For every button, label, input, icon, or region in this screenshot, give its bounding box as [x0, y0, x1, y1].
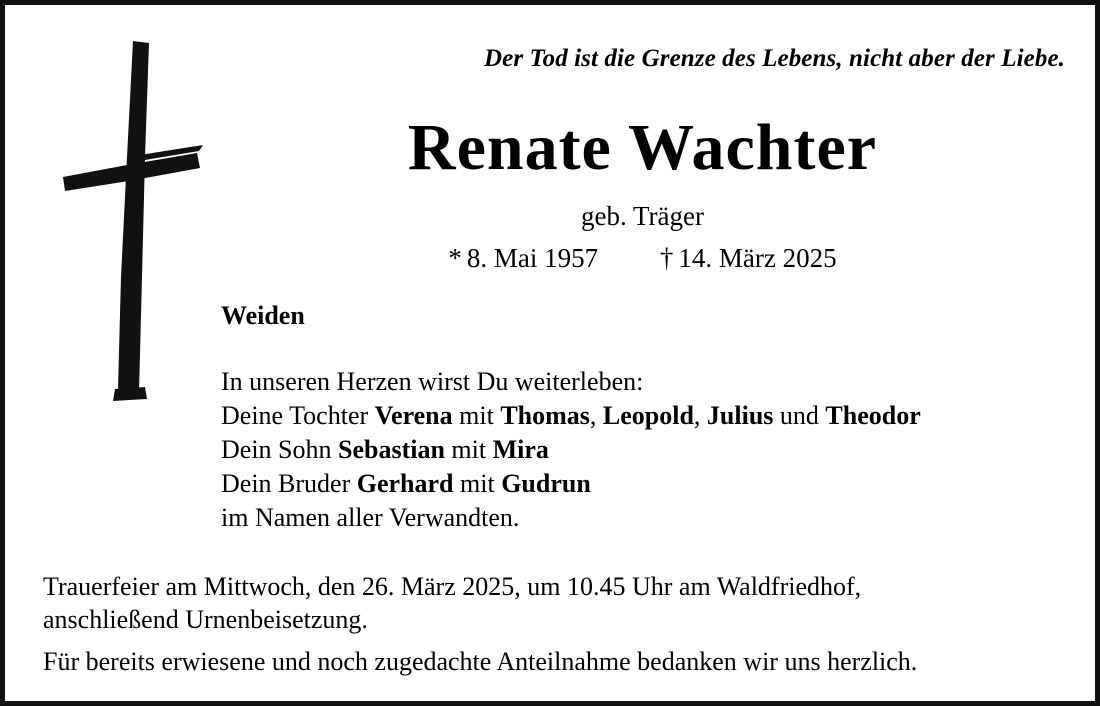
family-line-text: und	[773, 401, 826, 431]
service-line: Trauerfeier am Mittwoch, den 26. März 2025, um 10.45 Uhr am Waldfriedhof,	[43, 572, 862, 601]
family-closing: im Namen aller Verwandten.	[221, 503, 520, 533]
family-member-name: Verena	[374, 401, 453, 431]
family-line	[221, 467, 1021, 501]
family-member-name: Sebastian	[338, 435, 445, 465]
family-intro: In unseren Herzen wirst Du weiterleben:	[221, 367, 644, 396]
family-line-prefix: Dein Bruder	[221, 469, 357, 499]
deceased-name: Renate Wachter	[407, 111, 878, 184]
family-member-name: Leopold	[602, 401, 694, 431]
family-member-name: Julius	[706, 401, 774, 431]
family-member-name: Theodor	[825, 401, 921, 431]
family-line	[221, 433, 1021, 467]
family-line-prefix: Dein Sohn	[221, 435, 338, 465]
family-line-prefix: Deine Tochter	[221, 401, 375, 431]
maiden-name: geb. Träger	[581, 201, 704, 231]
cross-icon	[57, 37, 227, 407]
family-lines	[221, 399, 1021, 501]
service-line: anschließend Urnenbeisetzung.	[43, 605, 368, 635]
family-line-text: ,	[589, 401, 603, 431]
death-date-group	[660, 243, 837, 273]
family-line-text: mit	[453, 469, 502, 499]
place-name: Weiden	[221, 301, 305, 330]
family-line-text: ,	[693, 401, 707, 431]
death-symbol: †	[659, 243, 674, 273]
obituary-inner	[5, 5, 1095, 701]
family-line	[221, 399, 1021, 433]
family-member-name: Gerhard	[356, 469, 454, 499]
birth-date: 8. Mai 1957	[466, 243, 599, 273]
family-member-name: Thomas	[500, 401, 590, 431]
birth-date-group	[448, 243, 605, 273]
service-details	[43, 570, 1073, 637]
family-member-name: Gudrun	[501, 469, 591, 499]
family-line-text: mit	[452, 401, 501, 431]
family-block	[221, 365, 1021, 535]
life-dates	[220, 243, 1065, 274]
motto-text: Der Tod ist die Grenze des Lebens, nicht aber der Liebe.	[483, 45, 1065, 72]
birth-symbol: *	[448, 243, 462, 273]
thanks-text: Für bereits erwiesene und noch zugedachte Anteilnahme bedanken wir uns herzlich.	[43, 647, 918, 676]
family-member-name: Mira	[492, 435, 549, 465]
family-line-text: mit	[444, 435, 493, 465]
death-date: 14. März 2025	[678, 243, 837, 273]
